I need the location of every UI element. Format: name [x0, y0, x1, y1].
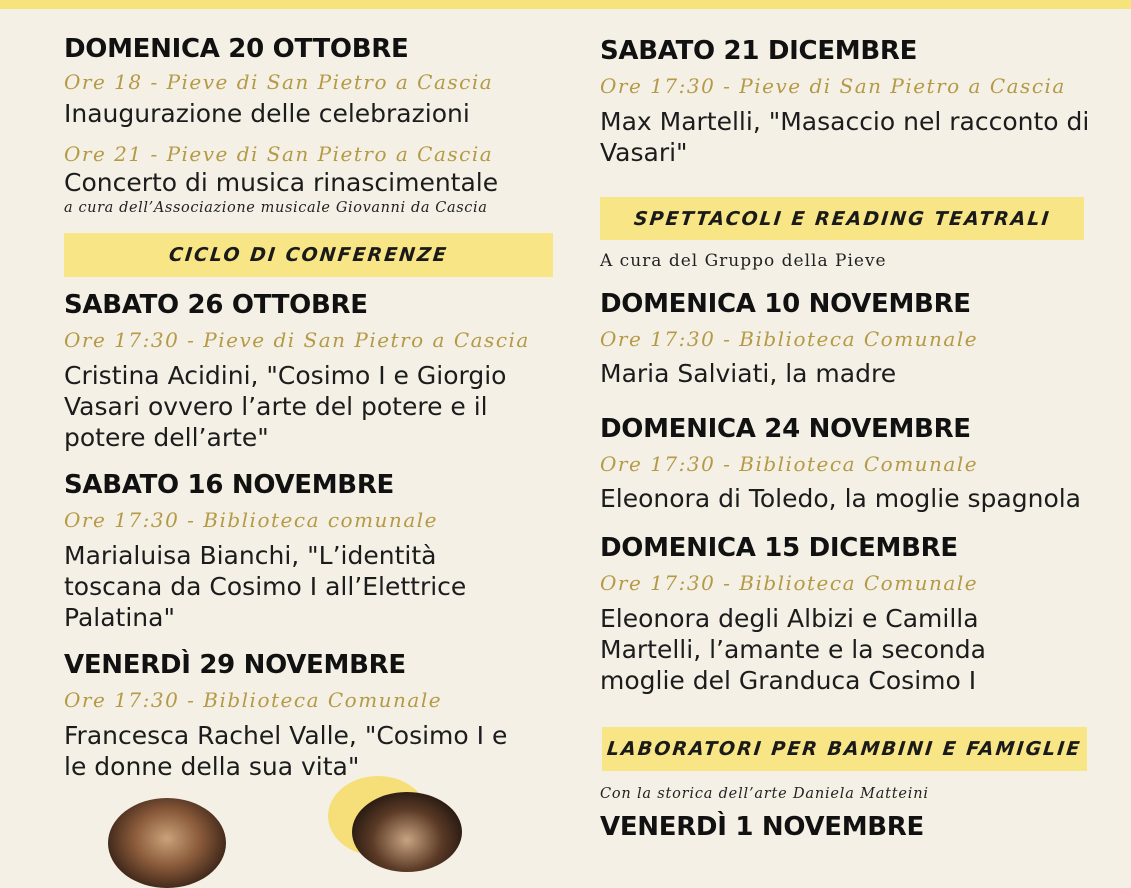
event-time: Ore 17:30 - Biblioteca Comunale [64, 688, 443, 712]
event-title: Marialuisa Bianchi, "L’identità toscana da Cosimo I all’Elettrice Palatina" [64, 541, 467, 632]
section-banner-label: LABORATORI PER BAMBINI E FAMIGLIE [606, 738, 1083, 760]
portrait-image [108, 798, 226, 888]
event-time: Ore 17:30 - Biblioteca comunale [64, 508, 438, 532]
event-note: a cura dell’Associazione musicale Giovanni da Cascia [64, 200, 488, 216]
event-heading: DOMENICA 20 OTTOBRE [64, 34, 409, 64]
section-banner-label: SPETTACOLI E READING TEATRALI [632, 207, 1052, 230]
event-heading: VENERDÌ 1 NOVEMBRE [600, 812, 924, 842]
event-title: Max Martelli, "Masaccio nel racconto di Vasari" [600, 107, 1090, 167]
event-heading: DOMENICA 15 DICEMBRE [600, 533, 958, 563]
event-time: Ore 17:30 - Biblioteca Comunale [600, 327, 979, 351]
event-title: Maria Salviati, la madre [600, 359, 897, 388]
event-time: Ore 17:30 - Biblioteca Comunale [600, 452, 979, 476]
event-time: Ore 17:30 - Pieve di San Pietro a Cascia [600, 74, 1066, 98]
section-note: A cura del Gruppo della Pieve [600, 251, 887, 271]
event-time: Ore 17:30 - Biblioteca Comunale [600, 571, 979, 595]
section-banner-conferenze [64, 233, 553, 277]
event-title: Eleonora degli Albizi e Camilla Martelli, l’amante e la seconda moglie del Granduca Cosimo I [600, 604, 986, 695]
event-heading: SABATO 21 DICEMBRE [600, 36, 918, 66]
event-heading: DOMENICA 24 NOVEMBRE [600, 414, 971, 444]
event-heading: DOMENICA 10 NOVEMBRE [600, 289, 971, 319]
event-time: Ore 18 - Pieve di San Pietro a Cascia [64, 70, 494, 94]
event-heading: VENERDÌ 29 NOVEMBRE [64, 650, 406, 680]
section-banner-spettacoli [600, 197, 1084, 240]
event-time: Ore 17:30 - Pieve di San Pietro a Cascia [64, 328, 530, 352]
event-time: Ore 21 - Pieve di San Pietro a Cascia [64, 142, 494, 166]
event-title: Inaugurazione delle celebrazioni [64, 99, 470, 128]
event-title: Francesca Rachel Valle, "Cosimo I e le donne della sua vita" [64, 721, 508, 781]
portrait-image [352, 792, 462, 872]
section-note: Con la storica dell’arte Daniela Matteini [600, 786, 929, 802]
event-heading: SABATO 16 NOVEMBRE [64, 470, 395, 500]
top-yellow-bar [0, 0, 1131, 9]
event-title: Eleonora di Toledo, la moglie spagnola [600, 484, 1082, 513]
event-heading: SABATO 26 OTTOBRE [64, 290, 368, 320]
section-banner-laboratori [602, 727, 1087, 771]
section-banner-label: CICLO DI CONFERENZE [167, 244, 450, 266]
event-title: Concerto di musica rinascimentale [64, 168, 499, 197]
event-title: Cristina Acidini, "Cosimo I e Giorgio Vasari ovvero l’arte del potere e il potere dell’arte" [64, 361, 507, 452]
